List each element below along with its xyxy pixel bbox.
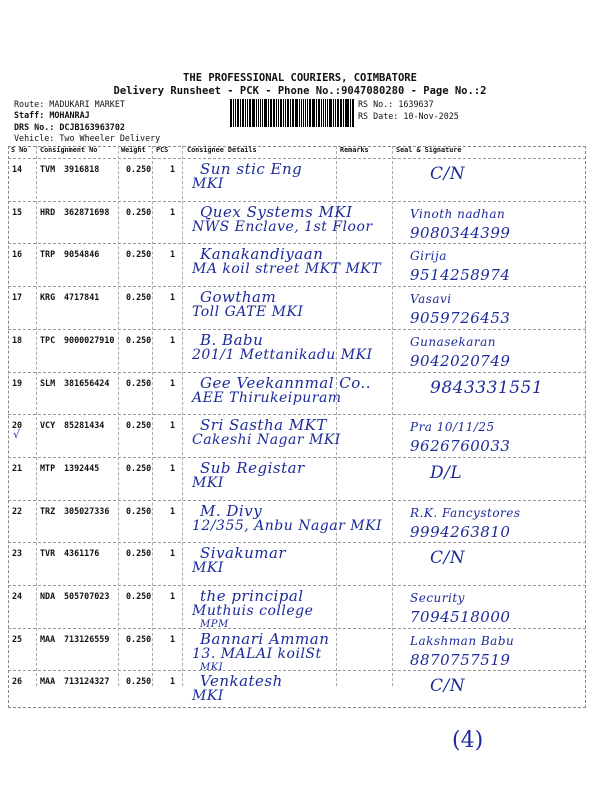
consignee-line: Kanakandiyaan: [200, 245, 324, 264]
row-sno: 18: [12, 334, 23, 345]
weight: 0.250: [126, 334, 152, 345]
row-divider: [8, 329, 586, 330]
pieces: 1: [170, 548, 176, 559]
weight: 0.250: [126, 164, 152, 174]
row-divider: [8, 414, 586, 415]
consignee-line: Toll GATE MKI: [192, 304, 304, 321]
consignment-number: 713126559: [64, 633, 110, 644]
vehicle: Vehicle: Two Wheeler Delivery: [14, 133, 161, 143]
pieces: 1: [170, 633, 176, 644]
weight: 0.250: [126, 462, 152, 473]
consignee-line: Sivakumar: [200, 544, 287, 563]
row-sno: 23: [12, 548, 23, 559]
seal-signature-line: Pra 10/11/25: [410, 420, 495, 435]
seal-signature-line: 9843331551: [430, 377, 544, 398]
pieces: 1: [170, 420, 176, 431]
pieces: 1: [170, 334, 176, 345]
consignee-line: 201/1 Mettanikadu MKI: [192, 346, 373, 363]
consignee-line: B. Babu: [200, 330, 264, 349]
row-sno: 22: [12, 505, 23, 516]
consignee-line: MPM: [200, 619, 229, 630]
consignment-number: 505707023: [64, 591, 110, 601]
seal-signature-line: 9042020749: [410, 351, 511, 370]
column-divider: [392, 146, 393, 686]
consignee-line: Sub Registar: [200, 458, 305, 477]
consignment-code: VCY: [40, 420, 56, 431]
consignee-line: MKI: [192, 560, 224, 577]
consignee-line: Gowtham: [200, 288, 277, 307]
column-divider: [152, 146, 153, 686]
pieces: 1: [170, 505, 176, 516]
seal-signature-line: 8870757519: [410, 650, 511, 669]
row-divider: [8, 243, 586, 244]
row-divider: [8, 457, 586, 458]
consignment-number: 381656424: [64, 377, 110, 388]
runsheet-subtitle: Delivery Runsheet - PCK - Phone No.:9047080280 - Page No.:2: [113, 85, 487, 97]
consignment-code: TVR: [40, 548, 56, 559]
col-remarks: Remarks: [340, 146, 369, 154]
route: Route: MADUKARI MARKET: [14, 99, 125, 109]
consignment-code: TVM: [40, 164, 56, 174]
consignment-number: 4361176: [64, 548, 100, 559]
row-divider: [8, 628, 586, 629]
consignee-line: MKI: [192, 474, 224, 491]
pieces: 1: [170, 292, 176, 303]
seal-signature-line: C/N: [430, 548, 466, 569]
weight: 0.250: [126, 292, 152, 303]
drs-value: DCJB163963702: [59, 122, 125, 132]
consignment-code: TRP: [40, 249, 56, 260]
weight: 0.250: [126, 420, 152, 431]
pieces: 1: [170, 249, 176, 260]
column-divider: [118, 146, 119, 686]
seal-signature-line: D/L: [430, 462, 463, 483]
tick-mark: √: [13, 428, 21, 441]
consignment-code: NDA: [40, 591, 56, 601]
pieces: 1: [170, 676, 176, 687]
consignee-line: Muthuis college: [192, 603, 314, 619]
consignee-line: MKI: [192, 176, 224, 192]
staff-name: MOHANRAJ: [49, 110, 90, 120]
seal-signature-line: 9626760033: [410, 437, 511, 456]
drs-label: DRS No.:: [14, 122, 55, 132]
col-weight: Weight: [121, 146, 146, 154]
row-sno: 21: [12, 462, 23, 473]
weight: 0.250: [126, 206, 152, 217]
rs-no: RS No.: 1639637: [358, 99, 434, 109]
col-sno: S No: [11, 146, 28, 154]
consignee-line: Bannari Amman: [200, 629, 330, 648]
weight: 0.250: [126, 505, 152, 516]
col-pcs: PCS: [156, 146, 169, 154]
weight: 0.250: [126, 377, 152, 388]
rs-date: RS Date: 10-Nov-2025: [358, 111, 459, 121]
seal-signature-line: Vinoth nadhan: [410, 206, 506, 221]
seal-signature-line: 9059726453: [410, 309, 511, 328]
page-count: (4): [452, 728, 484, 753]
consignee-line: AEE Thirukeipuram: [192, 389, 342, 406]
weight: 0.250: [126, 591, 152, 601]
consignee-line: MA koil street MKT MKT: [192, 261, 382, 278]
seal-signature-line: 9080344399: [410, 223, 511, 242]
seal-signature-line: 7094518000: [410, 608, 511, 626]
weight: 0.250: [126, 633, 152, 644]
weight: 0.250: [126, 676, 152, 687]
row-sno: 16: [12, 249, 23, 260]
seal-signature-line: Security: [410, 591, 465, 605]
consignee-line: NWS Enclave, 1st Floor: [192, 218, 373, 235]
consignee-line: Sri Sastha MKT: [200, 416, 327, 435]
seal-signature-line: Vasavi: [410, 292, 452, 307]
consignment-number: 305027336: [64, 505, 110, 516]
row-sno: 19: [12, 377, 23, 388]
seal-signature-line: 9514258974: [410, 266, 511, 285]
col-consignment: Consignment No: [40, 146, 98, 154]
row-sno: 17: [12, 292, 23, 303]
consignment-number: 9054846: [64, 249, 100, 260]
consignment-code: TPC: [40, 334, 56, 345]
consignee-line: Quex Systems MKI: [200, 202, 353, 221]
consignment-number: 85281434: [64, 420, 105, 431]
staff: [14, 110, 90, 120]
seal-signature-line: C/N: [430, 164, 466, 184]
consignment-code: TRZ: [40, 505, 56, 516]
header-divider: [8, 158, 586, 159]
consignment-number: 4717841: [64, 292, 100, 303]
consignment-code: SLM: [40, 377, 56, 388]
consignment-code: MAA: [40, 633, 56, 644]
consignment-number: 1392445: [64, 462, 100, 473]
consignee-line: M. Divy: [200, 501, 263, 520]
row-sno: 24: [12, 591, 23, 601]
row-divider: [8, 286, 586, 287]
consignment-number: 713124327: [64, 676, 110, 687]
consignee-line: Sun stic Eng: [200, 160, 303, 178]
consignment-number: 362871698: [64, 206, 110, 217]
seal-signature-line: Lakshman Babu: [410, 633, 515, 648]
consignee-line: Cakeshi Nagar MKI: [192, 432, 341, 449]
row-divider: [8, 372, 586, 373]
row-sno: 15: [12, 206, 23, 217]
staff-label: Staff:: [14, 110, 45, 120]
consignment-number: 3916818: [64, 164, 100, 174]
seal-signature-line: C/N: [430, 676, 466, 697]
row-sno: 26: [12, 676, 23, 687]
weight: 0.250: [126, 249, 152, 260]
company-title: THE PROFESSIONAL COURIERS, COIMBATORE: [183, 72, 417, 84]
pieces: 1: [170, 591, 176, 601]
consignment-code: MTP: [40, 462, 56, 473]
pieces: 1: [170, 377, 176, 388]
seal-signature-line: Girija: [410, 249, 447, 264]
weight: 0.250: [126, 548, 152, 559]
row-sno: 14: [12, 164, 23, 174]
row-divider: [8, 500, 586, 501]
drs-no: [14, 122, 125, 132]
consignee-line: Venkatesh: [200, 672, 283, 691]
consignment-number: 9000027910: [64, 334, 115, 345]
barcode: [230, 99, 355, 127]
pieces: 1: [170, 462, 176, 473]
column-divider: [182, 146, 183, 686]
consignment-code: KRG: [40, 292, 56, 303]
row-sno: 20: [12, 420, 23, 431]
consignee-line: the principal: [200, 587, 304, 605]
row-divider: [8, 201, 586, 202]
column-divider: [36, 146, 37, 686]
row-divider: [8, 670, 586, 671]
col-seal: Seal & Signature: [396, 146, 462, 154]
row-divider: [8, 542, 586, 543]
consignee-line: MKI: [192, 688, 224, 705]
row-divider: [8, 585, 586, 586]
seal-signature-line: R.K. Fancystores: [410, 505, 521, 520]
consignee-line: 13. MALAI koilSt: [192, 645, 322, 662]
col-details: Consignee Details: [187, 146, 257, 154]
consignment-code: HRD: [40, 206, 56, 217]
seal-signature-line: 9994263810: [410, 522, 511, 541]
consignee-line: MKI: [200, 661, 224, 673]
consignment-code: MAA: [40, 676, 56, 687]
consignee-line: 12/355, Anbu Nagar MKI: [192, 517, 383, 534]
seal-signature-line: Gunasekaran: [410, 334, 497, 349]
row-sno: 25: [12, 633, 23, 644]
pieces: 1: [170, 206, 176, 217]
pieces: 1: [170, 164, 176, 174]
consignee-line: Gee Veekannmal Co..: [200, 373, 372, 392]
